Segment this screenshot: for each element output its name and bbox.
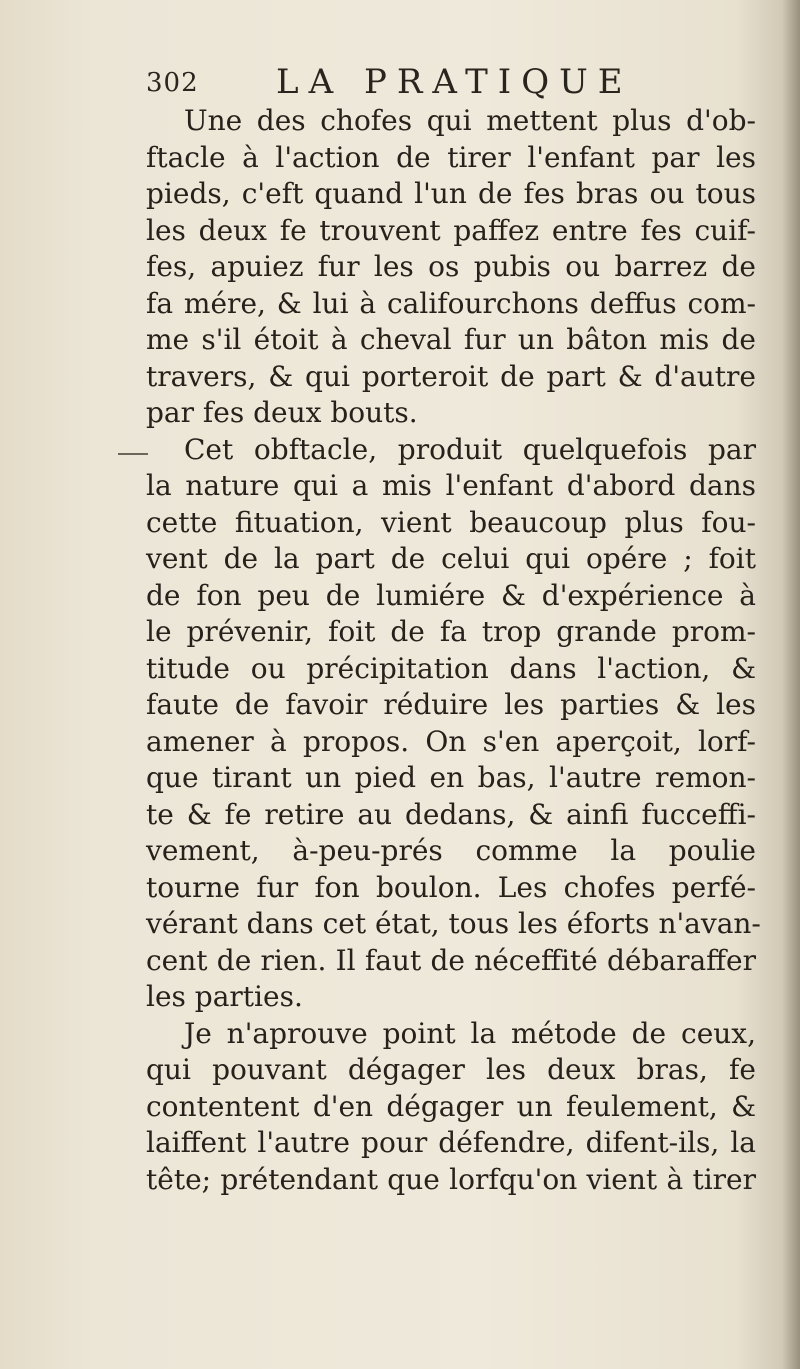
text-line: cette fituation, vient beaucoup plus fou- [146, 505, 756, 539]
text-line: fa mére, & lui à califourchons deffus com- [146, 286, 756, 320]
text-line: me s'il étoit à cheval fur un bâton mis de [146, 323, 756, 356]
text-line: te & fe retire au dedans, & ainfi fucceffi- [146, 797, 756, 831]
text-line: faute de favoir réduire les parties & les [146, 688, 756, 721]
text-line: contentent d'en dégager un feulement, & [146, 1089, 756, 1123]
text-line: titude ou précipitation dans l'action, & [146, 651, 756, 685]
text-line: amener à propos. On s'en aperçoit, lorf- [146, 724, 756, 758]
text-line: tourne fur fon boulon. Les chofes perfé- [146, 870, 756, 904]
text-line: ftacle à l'action de tirer l'enfant par les [146, 140, 756, 174]
text-line: que tirant un pied en bas, l'autre remon- [146, 761, 756, 794]
text-line: fes, apuiez fur les os pubis ou barrez de [146, 250, 756, 283]
text-line: la nature qui a mis l'enfant d'abord dans [146, 469, 756, 502]
text-line: pieds, c'eft quand l'un de fes bras ou tous [146, 177, 756, 210]
text-line: tête; prétendant que lorfqu'on vient à tirer [146, 1162, 756, 1196]
page-number: 302 [146, 68, 199, 98]
text-line: vérant dans cet état, tous les éforts n'avan- [146, 907, 761, 940]
text-line: qui pouvant dégager les deux bras, fe [146, 1053, 756, 1086]
text-line: cent de rien. Il faut de néceffité débaraffer [146, 943, 756, 977]
text-line: vement, à-peu-prés comme la poulie [146, 834, 756, 867]
text-line: les deux fe trouvent paffez entre fes cuif- [146, 213, 756, 247]
text-line: travers, & qui porteroit de part & d'autre [146, 359, 756, 393]
text-line: le prévenir, foit de fa trop grande prom- [146, 615, 756, 648]
text-line: les parties. [146, 980, 303, 1013]
text-line: Une des chofes qui mettent plus d'ob- [184, 104, 756, 137]
page-edge-shadow [782, 0, 800, 1369]
text-line: par fes deux bouts. [146, 396, 418, 429]
margin-dash-mark [118, 453, 148, 455]
page-header [146, 62, 706, 102]
text-line: laiffent l'autre pour défendre, difent-ils, la [146, 1126, 756, 1159]
body-text [146, 103, 761, 1198]
text-line: vent de la part de celui qui opére ; foit [146, 542, 756, 575]
running-title: LA PRATIQUE [276, 62, 633, 102]
text-line: Cet obftacle, produit quelquefois par [184, 432, 756, 466]
text-line: Je n'aprouve point la métode de ceux, [184, 1016, 756, 1050]
text-line: de fon peu de lumiére & d'expérience à [146, 578, 756, 612]
